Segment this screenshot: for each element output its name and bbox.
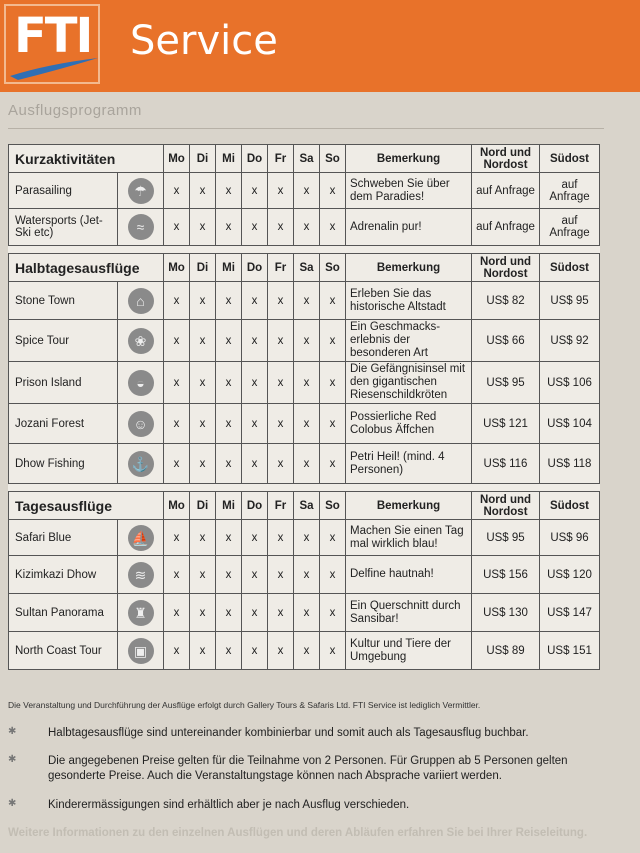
day-header: Di — [190, 492, 216, 520]
day-mark: x — [164, 173, 190, 209]
price-suedost: US$ 106 — [540, 362, 600, 404]
star-icon: ✱ — [8, 798, 17, 809]
icon-cell — [118, 556, 164, 594]
boat-icon: ⛵ — [128, 525, 154, 551]
price-nordost: US$ 82 — [472, 282, 540, 320]
excursion-table-wrap — [8, 144, 600, 670]
suedost-header: Südost — [540, 254, 600, 282]
day-mark: x — [190, 404, 216, 444]
day-mark: x — [164, 209, 190, 246]
day-mark: x — [190, 362, 216, 404]
price-nordost: US$ 66 — [472, 320, 540, 362]
remark-cell: Erleben Sie das historische Altstadt — [346, 282, 472, 320]
day-header: Do — [242, 145, 268, 173]
bullet-text: Kinderermässigungen sind erhältlich aber je nach Ausflug verschieden. — [48, 799, 410, 811]
excursion-name: Sultan Panorama — [9, 594, 118, 632]
section-spacer — [9, 246, 600, 254]
day-header: Mi — [216, 492, 242, 520]
day-mark: x — [268, 320, 294, 362]
price-nordost: US$ 89 — [472, 632, 540, 670]
bus-icon: ▣ — [128, 638, 154, 664]
day-mark: x — [164, 282, 190, 320]
day-header: Sa — [294, 492, 320, 520]
day-mark: x — [242, 444, 268, 484]
price-suedost: US$ 147 — [540, 594, 600, 632]
monkey-icon: ☺ — [128, 411, 154, 437]
section-title: Tagesausflüge — [9, 492, 164, 520]
price-suedost: US$ 92 — [540, 320, 600, 362]
fishing-icon: ⚓ — [128, 451, 154, 477]
day-header: Sa — [294, 254, 320, 282]
day-mark: x — [190, 209, 216, 246]
day-mark: x — [320, 520, 346, 556]
remark-header: Bemerkung — [346, 492, 472, 520]
day-header: Do — [242, 254, 268, 282]
day-mark: x — [164, 556, 190, 594]
table-row — [9, 520, 600, 556]
icon-cell — [118, 209, 164, 246]
day-mark: x — [164, 320, 190, 362]
suedost-header: Südost — [540, 145, 600, 173]
price-nordost: auf Anfrage — [472, 173, 540, 209]
day-mark: x — [190, 520, 216, 556]
day-header: Do — [242, 492, 268, 520]
day-mark: x — [242, 362, 268, 404]
day-mark: x — [216, 444, 242, 484]
day-mark: x — [294, 362, 320, 404]
icon-cell — [118, 632, 164, 670]
table-row — [9, 320, 600, 362]
day-mark: x — [216, 556, 242, 594]
icon-cell — [118, 444, 164, 484]
excursion-name: Jozani Forest — [9, 404, 118, 444]
day-mark: x — [164, 632, 190, 670]
price-nordost: US$ 130 — [472, 594, 540, 632]
table-row — [9, 556, 600, 594]
day-mark: x — [242, 594, 268, 632]
price-suedost: US$ 151 — [540, 632, 600, 670]
day-mark: x — [190, 282, 216, 320]
price-nordost: auf Anfrage — [472, 209, 540, 246]
day-mark: x — [190, 632, 216, 670]
day-mark: x — [268, 173, 294, 209]
day-header: Di — [190, 145, 216, 173]
day-mark: x — [216, 282, 242, 320]
excursion-name: North Coast Tour — [9, 632, 118, 670]
icon-cell — [118, 320, 164, 362]
day-mark: x — [216, 173, 242, 209]
dolphin-icon: ≋ — [128, 562, 154, 588]
day-mark: x — [294, 282, 320, 320]
day-mark: x — [294, 320, 320, 362]
star-icon: ✱ — [8, 754, 17, 765]
day-mark: x — [320, 444, 346, 484]
remark-cell: Delfine hautnah! — [346, 556, 472, 594]
remark-cell: Ein Querschnitt durch Sansibar! — [346, 594, 472, 632]
day-header: Fr — [268, 145, 294, 173]
remark-cell: Adrenalin pur! — [346, 209, 472, 246]
section-header-row — [9, 254, 600, 282]
excursion-name: Safari Blue — [9, 520, 118, 556]
remark-cell: Ein Geschmacks-erlebnis der besonderen Art — [346, 320, 472, 362]
icon-cell — [118, 173, 164, 209]
icon-cell — [118, 404, 164, 444]
header-banner — [0, 0, 640, 92]
day-mark: x — [164, 362, 190, 404]
icon-cell — [118, 282, 164, 320]
nordost-header: Nord und Nordost — [472, 254, 540, 282]
footer-note: Die Veranstaltung und Durchführung der Ausflüge erfolgt durch Gallery Tours & Safaris Ltd. FTI Service ist lediglich Vermittler. — [8, 700, 481, 710]
suedost-header: Südost — [540, 492, 600, 520]
price-suedost: auf Anfrage — [540, 173, 600, 209]
excursion-name: Parasailing — [9, 173, 118, 209]
day-mark: x — [216, 209, 242, 246]
excursion-name: Watersports (Jet-Ski etc) — [9, 209, 118, 246]
header-title: Service — [130, 18, 278, 64]
day-header: So — [320, 145, 346, 173]
icon-cell — [118, 594, 164, 632]
icon-cell — [118, 362, 164, 404]
price-suedost: auf Anfrage — [540, 209, 600, 246]
parasail-icon: ☂ — [128, 178, 154, 204]
palace-icon: ♜ — [128, 600, 154, 626]
remark-header: Bemerkung — [346, 145, 472, 173]
spacer-cell — [9, 484, 600, 492]
day-mark: x — [242, 632, 268, 670]
day-mark: x — [268, 404, 294, 444]
table-row — [9, 632, 600, 670]
day-mark: x — [190, 173, 216, 209]
day-mark: x — [216, 404, 242, 444]
day-mark: x — [268, 594, 294, 632]
day-header: Mi — [216, 145, 242, 173]
price-suedost: US$ 95 — [540, 282, 600, 320]
section-spacer — [9, 484, 600, 492]
day-mark: x — [268, 444, 294, 484]
day-mark: x — [268, 632, 294, 670]
day-mark: x — [294, 209, 320, 246]
remark-header: Bemerkung — [346, 254, 472, 282]
day-header: Fr — [268, 492, 294, 520]
day-header: Mo — [164, 254, 190, 282]
day-mark: x — [320, 173, 346, 209]
day-mark: x — [320, 320, 346, 362]
excursion-name: Dhow Fishing — [9, 444, 118, 484]
bullet-text: Halbtagesausflüge sind untereinander kombinierbar und somit auch als Tagesausflug buchbar. — [48, 727, 529, 739]
remark-cell: Schweben Sie über dem Paradies! — [346, 173, 472, 209]
excursion-name: Prison Island — [9, 362, 118, 404]
day-mark: x — [320, 594, 346, 632]
day-header: Di — [190, 254, 216, 282]
table-row — [9, 404, 600, 444]
price-nordost: US$ 95 — [472, 362, 540, 404]
section-title: Halbtagesausflüge — [9, 254, 164, 282]
day-mark: x — [242, 173, 268, 209]
price-suedost: US$ 104 — [540, 404, 600, 444]
spice-icon: ❀ — [128, 328, 154, 354]
day-header: Fr — [268, 254, 294, 282]
faded-footer-text: Weitere Informationen zu den einzelnen Ausflügen und deren Abläufen erfahren Sie bei Ihrer Reiseleitung. — [8, 827, 588, 839]
price-nordost: US$ 116 — [472, 444, 540, 484]
excursion-name: Spice Tour — [9, 320, 118, 362]
day-mark: x — [190, 556, 216, 594]
price-nordost: US$ 156 — [472, 556, 540, 594]
section-title: Kurzaktivitäten — [9, 145, 164, 173]
day-mark: x — [216, 632, 242, 670]
day-mark: x — [190, 594, 216, 632]
fti-logo — [4, 4, 100, 84]
day-mark: x — [242, 209, 268, 246]
day-mark: x — [268, 209, 294, 246]
remark-cell: Machen Sie einen Tag mal wirklich blau! — [346, 520, 472, 556]
day-header: So — [320, 492, 346, 520]
day-mark: x — [268, 362, 294, 404]
day-mark: x — [242, 556, 268, 594]
city-icon: ⌂ — [128, 288, 154, 314]
day-mark: x — [242, 320, 268, 362]
day-mark: x — [216, 320, 242, 362]
day-mark: x — [268, 556, 294, 594]
jetski-icon: ≈ — [128, 214, 154, 240]
page-subtitle: Ausflugsprogramm — [8, 102, 142, 119]
day-header: Mo — [164, 145, 190, 173]
price-suedost: US$ 96 — [540, 520, 600, 556]
day-mark: x — [190, 320, 216, 362]
price-nordost: US$ 121 — [472, 404, 540, 444]
day-mark: x — [242, 404, 268, 444]
table-row — [9, 173, 600, 209]
day-mark: x — [294, 173, 320, 209]
table-row — [9, 444, 600, 484]
day-mark: x — [320, 282, 346, 320]
day-header: So — [320, 254, 346, 282]
day-mark: x — [320, 404, 346, 444]
day-mark: x — [164, 520, 190, 556]
divider — [8, 128, 604, 129]
day-mark: x — [320, 632, 346, 670]
day-mark: x — [190, 444, 216, 484]
excursion-table — [8, 144, 600, 670]
day-mark: x — [294, 594, 320, 632]
price-suedost: US$ 118 — [540, 444, 600, 484]
remark-cell: Kultur und Tiere der Umgebung — [346, 632, 472, 670]
day-header: Mo — [164, 492, 190, 520]
day-mark: x — [294, 520, 320, 556]
nordost-header: Nord und Nordost — [472, 145, 540, 173]
day-mark: x — [242, 282, 268, 320]
day-mark: x — [164, 404, 190, 444]
day-mark: x — [242, 520, 268, 556]
day-mark: x — [320, 362, 346, 404]
star-icon: ✱ — [8, 726, 17, 737]
day-mark: x — [320, 209, 346, 246]
logo-text: FTI — [14, 8, 92, 64]
day-mark: x — [268, 282, 294, 320]
day-mark: x — [294, 444, 320, 484]
spacer-cell — [9, 246, 600, 254]
table-row — [9, 362, 600, 404]
price-suedost: US$ 120 — [540, 556, 600, 594]
day-mark: x — [294, 632, 320, 670]
day-mark: x — [164, 594, 190, 632]
section-header-row — [9, 145, 600, 173]
table-row — [9, 282, 600, 320]
table-row — [9, 594, 600, 632]
day-mark: x — [268, 520, 294, 556]
day-mark: x — [216, 362, 242, 404]
icon-cell — [118, 520, 164, 556]
remark-cell: Die Gefängnisinsel mit den gigantischen Riesenschildkröten — [346, 362, 472, 404]
price-nordost: US$ 95 — [472, 520, 540, 556]
swoosh-icon — [8, 56, 100, 82]
day-header: Sa — [294, 145, 320, 173]
section-header-row — [9, 492, 600, 520]
table-row — [9, 209, 600, 246]
excursion-name: Kizimkazi Dhow — [9, 556, 118, 594]
day-header: Mi — [216, 254, 242, 282]
day-mark: x — [164, 444, 190, 484]
day-mark: x — [294, 404, 320, 444]
bullet-text: Die angegebenen Preise gelten für die Teilnahme von 2 Personen. Für Gruppen ab 5 Personen gelten gesonderte Preise. Auch die Veranstaltungstage können nach Absprache variiert werden. — [48, 755, 568, 782]
turtle-icon: ◒ — [128, 370, 154, 396]
remark-cell: Petri Heil! (mind. 4 Personen) — [346, 444, 472, 484]
day-mark: x — [216, 594, 242, 632]
remark-cell: Possierliche Red Colobus Äffchen — [346, 404, 472, 444]
nordost-header: Nord und Nordost — [472, 492, 540, 520]
day-mark: x — [294, 556, 320, 594]
day-mark: x — [216, 520, 242, 556]
excursion-name: Stone Town — [9, 282, 118, 320]
day-mark: x — [320, 556, 346, 594]
